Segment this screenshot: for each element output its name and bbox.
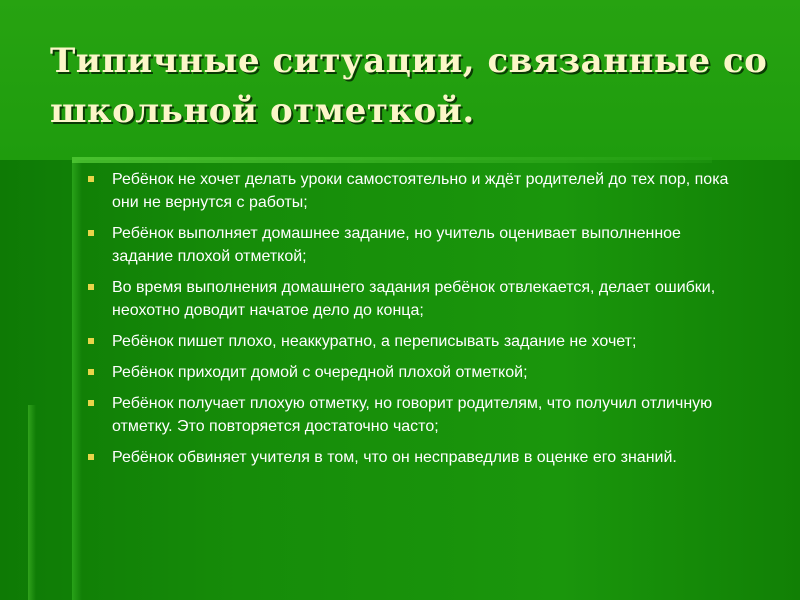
square-bullet-icon — [88, 338, 94, 344]
list-item — [86, 446, 736, 469]
list-item-text: Ребёнок приходит домой с очередной плохой отметкой; — [112, 364, 528, 381]
slide-title: Типичные ситуации, связанные со школьной отметкой. — [50, 41, 768, 131]
list-item-text: Ребёнок обвиняет учителя в том, что он несправедлив в оценке его знаний. — [112, 449, 677, 466]
list-item — [86, 168, 736, 214]
square-bullet-icon — [88, 176, 94, 182]
decorative-vertical-stripe — [72, 160, 82, 600]
decorative-horizontal-stripe — [72, 157, 712, 163]
list-item-text: Ребёнок не хочет делать уроки самостоятельно и ждёт родителей до тех пор, пока они не вернутся с работы; — [112, 171, 729, 211]
list-item — [86, 222, 736, 268]
list-item — [86, 276, 736, 322]
bullet-list — [86, 168, 736, 477]
square-bullet-icon — [88, 284, 94, 290]
list-item — [86, 392, 736, 438]
list-item — [86, 330, 736, 353]
list-item-text: Во время выполнения домашнего задания ребёнок отвлекается, делает ошибки, неохотно доводит начатое дело до конца; — [112, 279, 716, 319]
list-item-text: Ребёнок пишет плохо, неаккуратно, а переписывать задание не хочет; — [112, 333, 637, 350]
decorative-vertical-stripe-lower — [28, 405, 36, 600]
square-bullet-icon — [88, 400, 94, 406]
square-bullet-icon — [88, 454, 94, 460]
square-bullet-icon — [88, 230, 94, 236]
square-bullet-icon — [88, 369, 94, 375]
list-item-text: Ребёнок выполняет домашнее задание, но учитель оценивает выполненное задание плохой отметкой; — [112, 225, 681, 265]
list-item — [86, 361, 736, 384]
list-item-text: Ребёнок получает плохую отметку, но говорит родителям, что получил отличную отметку. Это повторяется достаточно часто; — [112, 395, 713, 435]
